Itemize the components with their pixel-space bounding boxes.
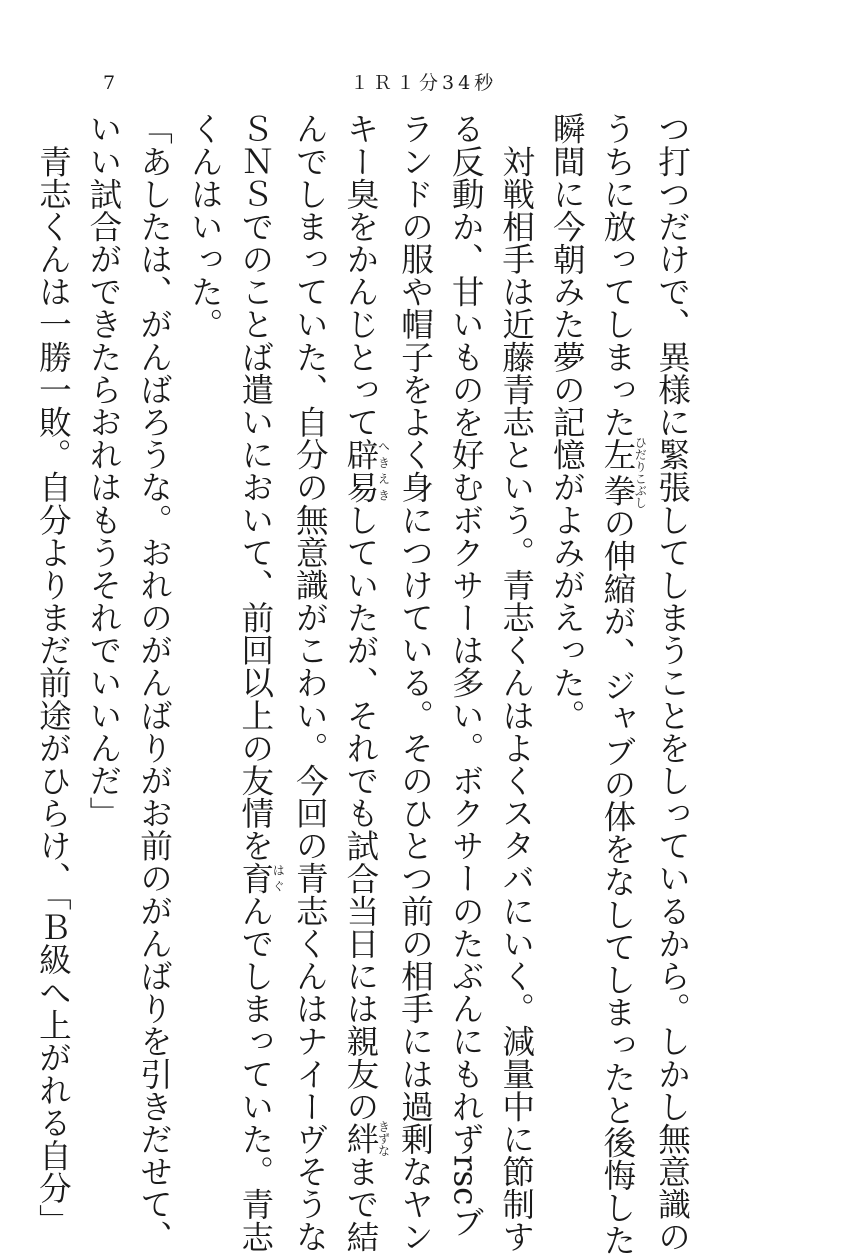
text-line-6: ランドの服や帽子をよく身につけている。そのひとつ前の相手には過剰なヤン xyxy=(396,112,435,1253)
ruby-heki: 辟易へきえき xyxy=(341,437,391,504)
text-line-8: んでしまっていた、自分の無意識がこわい。今回の青志くんはナイーヴそうな xyxy=(290,112,329,1253)
ruby-hagu: 育はぐ xyxy=(236,861,286,895)
running-title: １Ｒ１分34秒 xyxy=(350,72,498,94)
text-line-2: うちに放ってしまった左拳ひだりこぶしの伸縮が、ジャブの体をなしてしまったと後悔した xyxy=(598,112,648,1256)
text-line-9: ＳＮＳでのことば遣いにおいて、前回以上の友情を育はぐんでしまっていた。青志 xyxy=(236,112,286,1253)
text-line-5: る反動か、甘いものを好むボクサーは多い。ボクサーのたぶんにもれずrscブ xyxy=(446,112,485,1239)
text-line-1: つ打つだけで、異様に緊張してしまうことをしっているから。しかし無意識の xyxy=(653,112,691,1253)
text-line-11: 「あしたは、がんばろうな。おれのがんばりがお前のがんばりを引きだせて、 xyxy=(135,112,174,1253)
page-number: 7 xyxy=(103,72,116,94)
ruby-kizuna: 絆きずな xyxy=(341,1120,391,1157)
text-line-4: 対戦相手は近藤青志という。青志くんはよくスタバにいく。減量中に節制す xyxy=(497,112,536,1253)
text-line-7: キー臭をかんじとって辟易へきえきしていたが、それでも試合当日には親友の絆きずなまで結 xyxy=(341,112,391,1253)
text-line-12: いい試合ができたらおれはもうそれでいいんだ」 xyxy=(84,112,123,829)
text-line-10: くんはいった。 xyxy=(185,112,224,341)
text-line-13: 青志くんは一勝一敗。自分よりまだ前途がひらけ、「Ｂ級へ上がれる自分」 xyxy=(33,112,72,1237)
ruby-left-fist: 左拳ひだりこぶし xyxy=(598,436,648,509)
text-line-3: 瞬間に今朝みた夢の記憶がよみがえった。 xyxy=(547,112,586,732)
vertical-body-text xyxy=(33,112,697,1256)
